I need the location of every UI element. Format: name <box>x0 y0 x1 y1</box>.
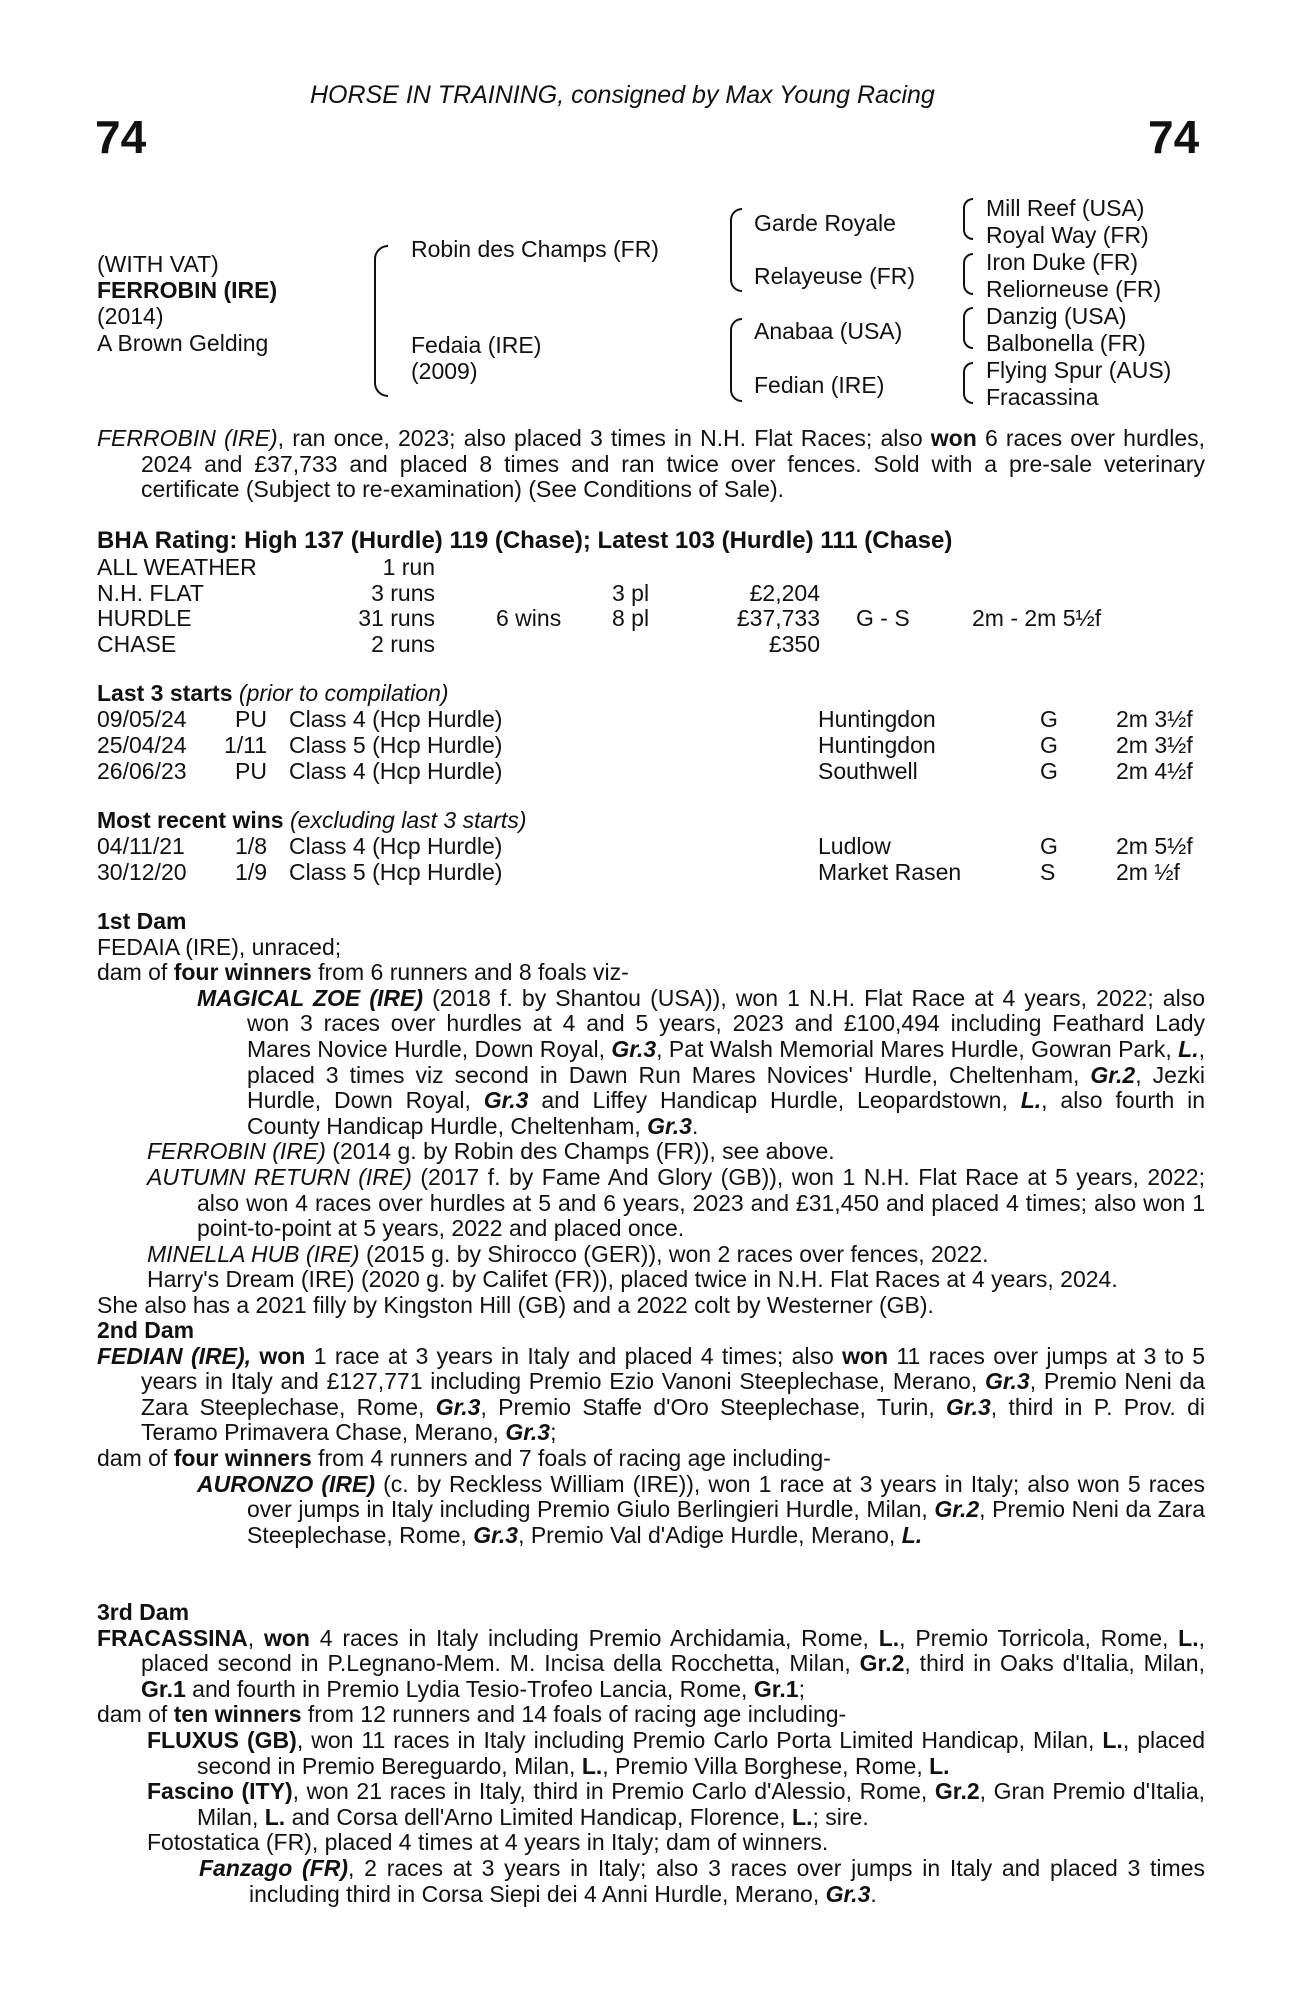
list-item: FLUXUS (GB), won 11 races in Italy including Premio Carlo Porta Limited Handicap, Milan, L., placed second in Premio Bereguardo, Milan, L., Premio Villa Borghese, Rome, L. <box>147 1726 1205 1779</box>
pedigree-sds: Iron Duke (FR) <box>986 249 1139 275</box>
pedigree-dam-dam: Fedian (IRE) <box>754 372 885 398</box>
pedigree-ssd: Royal Way (FR) <box>986 222 1149 248</box>
list-item: MAGICAL ZOE (IRE) (2018 f. by Shantou (USA)), won 1 N.H. Flat Race at 4 years, 2022; also won 3 races over hurdles at 4 and 5 years, 2023 and £100,494 including Feathard Lady Mares Novice Hurdle, Down Royal, Gr.3, Pat Walsh Memorial Mares Hurdle, Gowran Park, L., placed 3 times viz second in Dawn Run Mares Novices' Hurdle, Cheltenham, Gr.2, Jezki Hurdle, Down Royal, Gr.3 and Liffey Handicap Hurdle, Leopardstown, L., also fourth in County Handicap Hurdle, Cheltenham, Gr.3. <box>197 984 1206 1139</box>
pedigree-dam: Fedaia (IRE) <box>411 332 542 358</box>
bha-rating: BHA Rating: High 137 (Hurdle) 119 (Chase); Latest 103 (Hurdle) 111 (Chase) <box>97 527 953 554</box>
first-dam-title: 1st Dam <box>97 908 187 934</box>
third-dam-title: 3rd Dam <box>97 1599 190 1625</box>
pedigree-dam-sire: Anabaa (USA) <box>754 318 903 344</box>
horse-year: (2014) <box>97 303 164 329</box>
catalogue-header: HORSE IN TRAINING, consigned by Max Young Racing <box>310 81 935 109</box>
pedigree-brace-sire <box>730 208 742 292</box>
horse-name: FERROBIN (IRE) <box>97 277 278 303</box>
list-item: AUTUMN RETURN (IRE) (2017 f. by Fame And Glory (GB)), won 1 N.H. Flat Race at 5 years, 2022; also won 4 races over hurdles at 5 and 6 years, 2023 and £31,450 and placed 4 times; also won 1 point-to-point at 5 years, 2022 and placed once. <box>147 1163 1205 1242</box>
list-item: Harry's Dream (IRE) (2020 g. by Califet (FR)), placed twice in N.H. Flat Races at 4 years, 2024. <box>147 1266 1118 1293</box>
pedigree-sire: Robin des Champs (FR) <box>411 236 659 262</box>
first-dam-section: 1st Dam FEDAIA (IRE), unraced; dam of four winners from 6 runners and 8 foals viz- MAGICAL ZOE (IRE) (2018 f. by Shantou (USA)), won 1 N.H. Flat Race at 4 years, 2022; also won 3 races over hurdles at 4 and 5 years, 2023 and £100,494 including Feathard Lady Mares Novice Hurdle, Down Royal, Gr.3, Pat Walsh Memorial Mares Hurdle, Gowran Park, L., placed 3 times viz second in Dawn Run Mares Novices' Hurdle, Cheltenham, Gr.2, Jezki Hurdle, Down Royal, Gr.3 and Liffey Handicap Hurdle, Leopardstown, L., also fourth in County Handicap Hurdle, Cheltenham, Gr.3. FERROBIN (IRE) (2014 g. by Robin des Champs (FR)), see above. AUTUMN RETURN (IRE) (2017 f. by Fame And Glory (GB)), won 1 N.H. Flat Race at 5 years, 2022; also won 4 races over hurdles at 5 and 6 years, 2023 and £31,450 and placed 4 times; also won 1 point-to-point at 5 years, 2022 and placed once. MINELLA HUB (IRE) (2015 g. by Shirocco (GER)), won 2 races over fences, 2022. Harry's Dream (IRE) (2020 g. by Califet (FR)), placed twice in N.H. Flat Races at 4 years, 2024. She also has a 2021 filly by Kingston Hill (GB) and a 2022 colt by Westerner (GB). <box>97 908 1206 1318</box>
second-dam-section: 2nd Dam FEDIAN (IRE), won 1 race at 3 years in Italy and placed 4 times; also won 11 races over jumps at 3 to 5 years in Italy and £127,771 including Premio Ezio Vanoni Steeplechase, Merano, Gr.3, Premio Neni da Zara Steeplechase, Rome, Gr.3, Premio Staffe d'Oro Steeplechase, Turin, Gr.3, third in P. Prov. di Teramo Primavera Chase, Merano, Gr.3; dam of four winners from 4 runners and 7 foals of racing age including- AURONZO (IRE) (c. by Reckless William (IRE)), won 1 race at 3 years in Italy; also won 5 races over jumps in Italy including Premio Giulo Berlingieri Hurdle, Milan, Gr.2, Premio Neni da Zara Steeplechase, Rome, Gr.3, Premio Val d'Adige Hurdle, Merano, L. <box>97 1317 1206 1548</box>
last3-heading: Last 3 starts (prior to compilation) <box>97 680 449 706</box>
second-dam-title: 2nd Dam <box>97 1317 195 1343</box>
race-summary: FERROBIN (IRE), ran once, 2023; also placed 3 times in N.H. Flat Races; also won 6 races over hurdles, 2024 and £37,733 and placed 8 times and ran twice over fences. Sold with a pre-sale veterinary certificate (Subject to re-examination) (See Conditions of Sale). <box>97 425 1205 503</box>
pedigree-sire-dam: Relayeuse (FR) <box>754 263 916 289</box>
list-item: AURONZO (IRE) (c. by Reckless William (IRE)), won 1 race at 3 years in Italy; also won 5 races over jumps in Italy including Premio Giulo Berlingieri Hurdle, Milan, Gr.2, Premio Neni da Zara Steeplechase, Rome, Gr.3, Premio Val d'Adige Hurdle, Merano, L. <box>197 1470 1206 1548</box>
pedigree-sire-sire: Garde Royale <box>754 210 896 236</box>
pedigree-brace-sd <box>963 253 973 295</box>
pedigree-dds: Flying Spur (AUS) <box>986 357 1172 383</box>
lot-number-right: 74 <box>1148 111 1200 163</box>
pedigree-dam-year: (2009) <box>411 358 478 384</box>
pedigree-dss: Danzig (USA) <box>986 303 1127 329</box>
pedigree-ddd: Fracassina <box>986 384 1099 410</box>
list-item: FERROBIN (IRE) (2014 g. by Robin des Champs (FR)), see above. <box>147 1138 835 1165</box>
recent-wins-heading: Most recent wins (excluding last 3 starts) <box>97 807 527 833</box>
pedigree-brace-dd <box>963 362 973 404</box>
list-item: Fanzago (FR), 2 races at 3 years in Italy; also 3 races over jumps in Italy and placed 3 times including third in Corsa Siepi dei 4 Anni Hurdle, Merano, Gr.3. <box>199 1854 1205 1907</box>
third-dam-section: 3rd Dam FRACASSINA, won 4 races in Italy including Premio Archidamia, Rome, L., Premio Torricola, Rome, L., placed second in P.Legnano-Mem. M. Incisa della Rocchetta, Milan, Gr.2, third in Oaks d'Italia, Milan, Gr.1 and fourth in Premio Lydia Tesio-Trofeo Lancia, Rome, Gr.1; dam of ten winners from 12 runners and 14 foals of racing age including- FLUXUS (GB), won 11 races in Italy including Premio Carlo Porta Limited Handicap, Milan, L., placed second in Premio Bereguardo, Milan, L., Premio Villa Borghese, Rome, L. Fascino (ITY), won 21 races in Italy, third in Premio Carlo d'Alessio, Rome, Gr.2, Gran Premio d'Italia, Milan, L. and Corsa dell'Arno Limited Handicap, Florence, L.; sire. Fotostatica (FR), placed 4 times at 4 years in Italy; dam of winners. Fanzago (FR), 2 races at 3 years in Italy; also 3 races over jumps in Italy and placed 3 times including third in Corsa Siepi dei 4 Anni Hurdle, Merano, Gr.3. <box>97 1599 1206 1907</box>
pedigree-sdd: Reliorneuse (FR) <box>986 276 1162 302</box>
pedigree-dsd: Balbonella (FR) <box>986 330 1146 356</box>
pedigree-brace-dam <box>730 318 742 402</box>
pedigree-sss: Mill Reef (USA) <box>986 195 1145 221</box>
pedigree-brace-main <box>374 245 388 397</box>
list-item: Fotostatica (FR), placed 4 times at 4 years in Italy; dam of winners. <box>147 1829 829 1856</box>
pedigree-brace-ss <box>963 198 973 240</box>
list-item: MINELLA HUB (IRE) (2015 g. by Shirocco (GER)), won 2 races over fences, 2022. <box>147 1240 989 1267</box>
pedigree-brace-ds <box>963 307 973 349</box>
horse-description: A Brown Gelding <box>97 330 269 356</box>
lot-number-left: 74 <box>95 111 147 163</box>
vat-label: (WITH VAT) <box>97 251 219 277</box>
list-item: Fascino (ITY), won 21 races in Italy, third in Premio Carlo d'Alessio, Rome, Gr.2, Gran Premio d'Italia, Milan, L. and Corsa dell'Arno Limited Handicap, Florence, L.; sire. <box>147 1778 1205 1830</box>
